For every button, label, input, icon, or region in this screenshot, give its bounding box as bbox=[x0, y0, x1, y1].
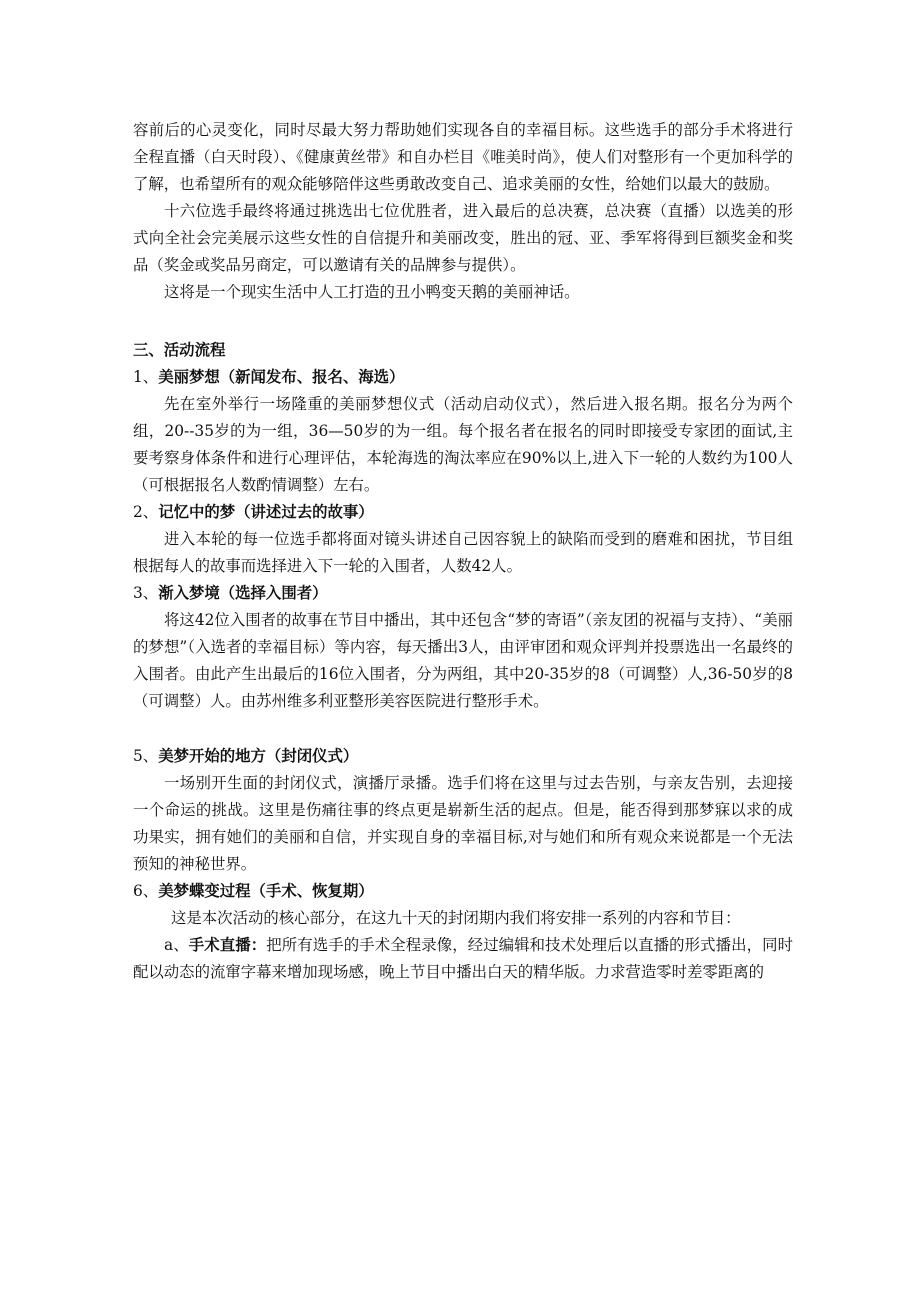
sub-item-a-prefix: a、 bbox=[164, 936, 189, 954]
item-5-number: 5、 bbox=[133, 747, 159, 765]
item-6-heading bbox=[133, 878, 793, 905]
document-body bbox=[133, 117, 793, 986]
item-2-number: 2、 bbox=[133, 503, 159, 521]
item-3-title: 渐入梦境（选择入围者） bbox=[158, 584, 328, 602]
item-5-heading bbox=[133, 743, 793, 770]
item-1-number: 1、 bbox=[133, 368, 159, 386]
item-2-heading bbox=[133, 499, 793, 526]
item-5-body: 一场别开生面的封闭仪式，演播厅录播。选手们将在这里与过去告别，与亲友告别，去迎接一个命运的挑战。这里是伤痛往事的终点更是崭新生活的起点。但是，能否得到那梦寐以求的成功果实，拥有她们的美丽和自信，并实现自身的幸福目标,对与她们和所有观众来说都是一个无法预知的神秘世界。 bbox=[133, 774, 793, 873]
item-6-title: 美梦蝶变过程（手术、恢复期） bbox=[158, 882, 374, 900]
sub-item-a bbox=[133, 932, 793, 986]
item-3-body: 将这42位入围者的故事在节目中播出，其中还包含“梦的寄语”（亲友团的祝福与支持）、“美丽的梦想”（入选者的幸福目标）等内容，每天播出3人，由评审团和观众评判并投票选出一名最终的入围者。由此产生出最后的16位入围者，分为两组，其中20-35岁的8（可调整）人,36-50岁的8（可调整）人。由苏州维多利亚整形美容医院进行整形手术。 bbox=[133, 611, 793, 710]
intro-paragraph-1: 容前后的心灵变化，同时尽最大努力帮助她们实现各自的幸福目标。这些选手的部分手术将进行全程直播（白天时段）、《健康黄丝带》和自办栏目《唯美时尚》，使人们对整形有一个更加科学的了解，也希望所有的观众能够陪伴这些勇敢改变自己、追求美丽的女性，给她们以最大的鼓励。 bbox=[133, 121, 793, 193]
item-6-number: 6、 bbox=[133, 882, 159, 900]
item-3-heading bbox=[133, 580, 793, 607]
item-1-title: 美丽梦想（新闻发布、报名、海选） bbox=[158, 368, 405, 386]
item-3-number: 3、 bbox=[133, 584, 159, 602]
section-title: 三、活动流程 bbox=[133, 341, 226, 359]
item-5-title: 美梦开始的地方（封闭仪式） bbox=[158, 747, 359, 765]
item-1-heading bbox=[133, 364, 793, 391]
item-6-body: 这是本次活动的核心部分，在这九十天的封闭期内我们将安排一系列的内容和节目： bbox=[171, 909, 741, 927]
sub-item-a-body: 把所有选手的手术全程录像，经过编辑和技术处理后以直播的形式播出，同时配以动态的流窜字幕来增加现场感，晚上节目中播出白天的精华版。力求营造零时差零距离的 bbox=[133, 936, 793, 981]
section-spacer bbox=[133, 306, 793, 337]
sub-item-a-label: 手术直播： bbox=[188, 936, 267, 954]
item-1-body: 先在室外举行一场隆重的美丽梦想仪式（活动启动仪式），然后进入报名期。报名分为两个组，20--35岁的为一组，36—50岁的为一组。每个报名者在报名的同时即接受专家团的面试,主要考察身体条件和进行心理评估，本轮海选的淘汰率应在90%以上,进入下一轮的人数约为100人（可根据报名人数酌情调整）左右。 bbox=[133, 395, 793, 494]
item-spacer bbox=[133, 715, 793, 743]
item-2-body: 进入本轮的每一位选手都将面对镜头讲述自己因容貌上的缺陷而受到的磨难和困扰，节目组根据每人的故事而选择进入下一轮的入围者，人数42人。 bbox=[133, 530, 793, 575]
intro-paragraph-2: 十六位选手最终将通过挑选出七位优胜者，进入最后的总决赛，总决赛（直播）以选美的形式向全社会完美展示这些女性的自信提升和美丽改变，胜出的冠、亚、季军将得到巨额奖金和奖品（奖金或奖品另商定，可以邀请有关的品牌参与提供）。 bbox=[133, 202, 793, 274]
item-2-title: 记忆中的梦（讲述过去的故事） bbox=[158, 503, 374, 521]
intro-paragraph-3: 这将是一个现实生活中人工打造的丑小鸭变天鹅的美丽神话。 bbox=[164, 283, 580, 301]
